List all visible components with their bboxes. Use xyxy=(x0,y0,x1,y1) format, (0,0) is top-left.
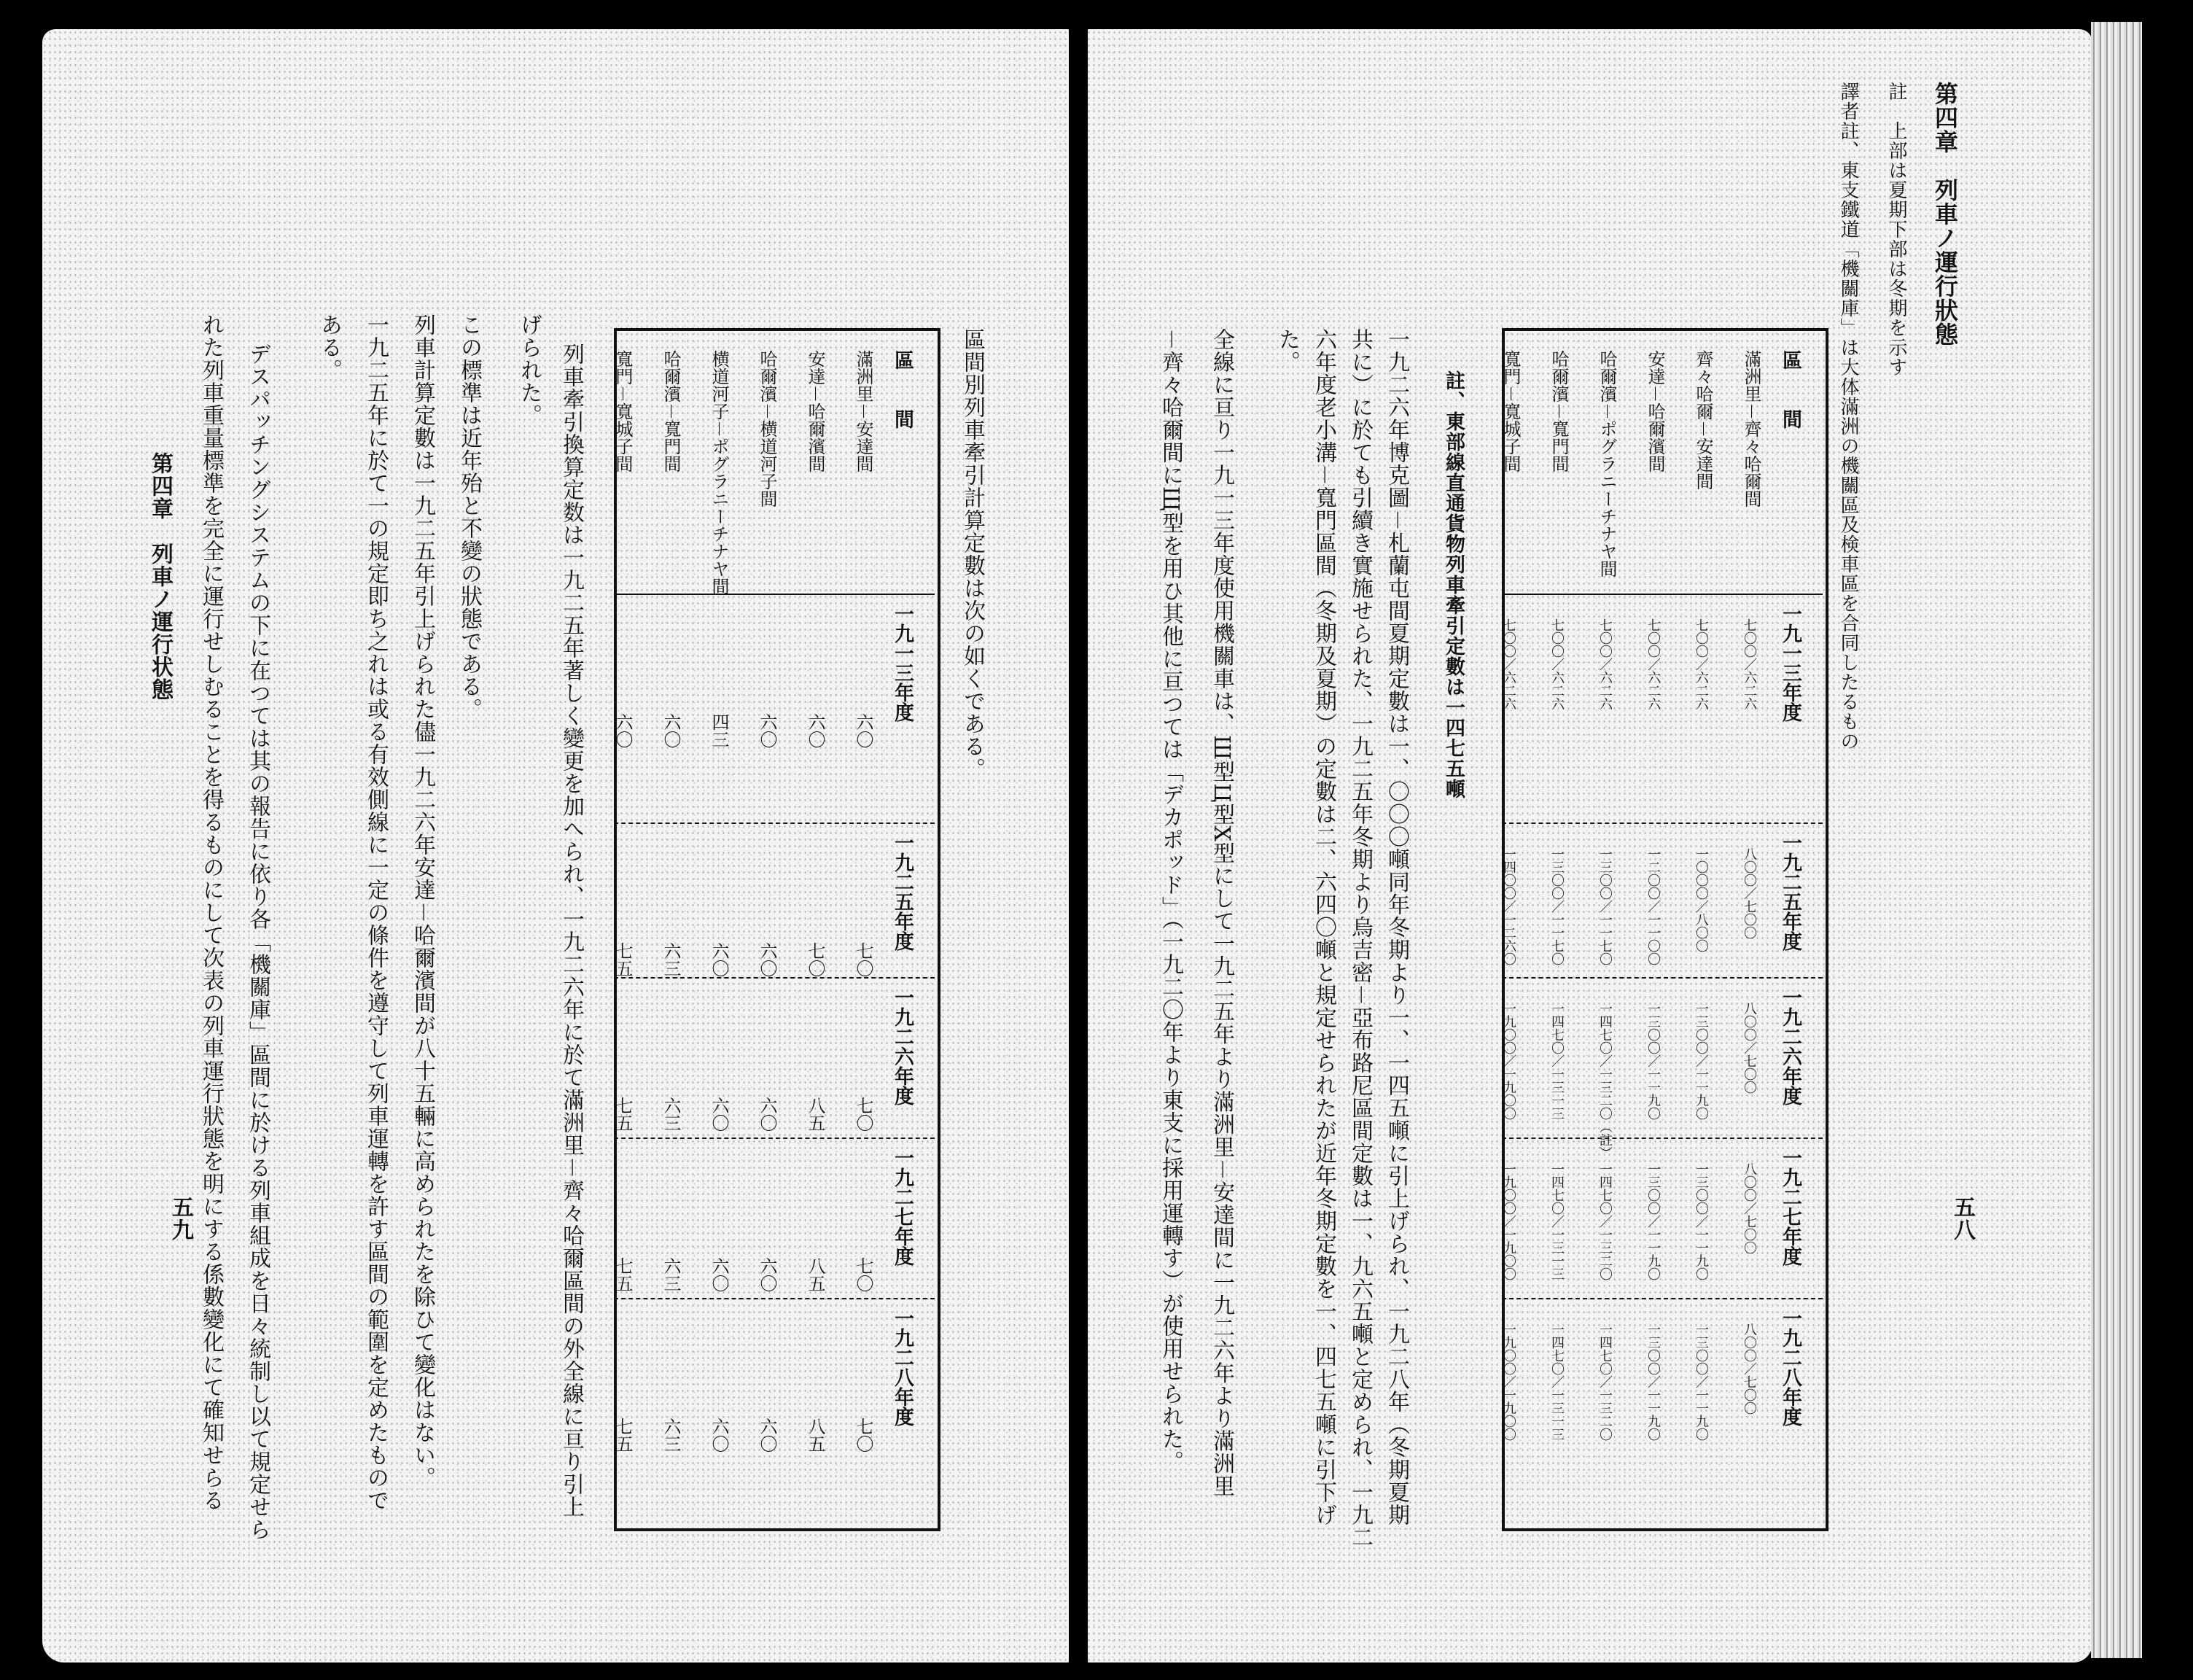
table-cell-value: 六〇 xyxy=(709,1097,729,1132)
body-paragraph: 列車牽引換算定数は一九二五年著しく變更を加へられ、一九二六年に於て滿洲里－齊々哈爾區間の外全線に亘り引上 xyxy=(558,343,584,1518)
table-cell-value: 一三〇〇／一一九〇 xyxy=(1694,1002,1709,1120)
table-section-name: 滿洲里－齊々哈爾間 xyxy=(1741,350,1761,508)
table-cell-value: 六〇 xyxy=(805,713,825,748)
table-header-divider xyxy=(1502,594,1823,595)
table-cell-value: 六〇 xyxy=(757,1257,777,1292)
table-section-name: 寬門－寬城子間 xyxy=(1500,350,1521,472)
table-cell-value: 一三〇〇／一一九〇 xyxy=(1645,1002,1661,1120)
table-cell-value: 一四七〇／一三一三 xyxy=(1549,1002,1565,1120)
table-section-name: 寬門－寬城子間 xyxy=(612,350,633,472)
table-cell-value: 一九〇〇／一九〇〇 xyxy=(1501,1323,1516,1441)
table-section-name: 哈爾濱－寬門間 xyxy=(661,350,681,472)
table-cell-value: 一二〇〇／一一〇〇 xyxy=(1645,847,1661,965)
table-header-row: 區 間 xyxy=(1779,350,1801,429)
table-year-header: 一九二八年度 xyxy=(891,1308,914,1426)
table-cell-value: 七〇〇／六二六 xyxy=(1742,618,1757,710)
table-cell-value: 一九〇〇／一九〇〇 xyxy=(1501,1162,1516,1280)
body-paragraph: －齊々哈爾間にЩ型を用ひ其他に亘つては「デカポッド」（一九二〇年より東支に採用運轉す）が使用せられた。 xyxy=(1158,328,1183,1474)
table-year-header: 一九二六年度 xyxy=(891,987,914,1105)
table-cell-value: 七五 xyxy=(612,1097,633,1132)
table-cell-value: 一三〇〇／一一七〇 xyxy=(1549,847,1565,965)
table-header-divider xyxy=(614,594,935,595)
table-column-divider xyxy=(1502,1138,1823,1139)
running-footer: 第四章 列車ノ運行状態 xyxy=(147,452,173,701)
body-paragraph: 共に）に於ても引續き實施せられた、一九二五年冬期より烏吉密－亞布路尼區間定數は一、九六五噸と定められ、一九二 xyxy=(1347,328,1373,1549)
table-year-header: 一九二五年度 xyxy=(891,833,914,951)
table-cell-value: 七〇〇／六二六 xyxy=(1501,618,1516,710)
table-cell-value: 一三〇〇／一一七〇 xyxy=(1597,847,1613,965)
table-column-divider xyxy=(1502,1298,1823,1299)
table-cell-value: 一三〇〇／一一九〇 xyxy=(1694,1162,1709,1280)
body-paragraph: ある。 xyxy=(316,314,342,381)
table-year-header: 一九二七年度 xyxy=(891,1148,914,1266)
table-column-divider xyxy=(1502,822,1823,824)
body-paragraph: た。 xyxy=(1274,328,1300,373)
table-cell-value: 六〇 xyxy=(709,942,729,977)
table-column-divider xyxy=(614,1138,935,1139)
table-note-seasons: 註 上部は夏期下部は冬期を示す xyxy=(1885,82,1907,377)
table-cell-value: 一三〇〇／一一九〇 xyxy=(1694,1323,1709,1441)
body-paragraph: 六年度老小溝－寬門區間（冬期及夏期）の定數は二、六四〇噸と規定せられたが近年冬期定數を一、四七五噸に引下げ xyxy=(1311,328,1336,1526)
table-cell-value: 八〇〇／七〇〇 xyxy=(1742,847,1757,939)
body-paragraph: デスパッチングシステムの下に在つては其の報告に依り各「機關庫」區間に於ける列車組成を日々統制し以て規定せら xyxy=(245,343,270,1541)
table-cell-value: 八〇〇／七〇〇 xyxy=(1742,1002,1757,1094)
table-section-name: 齊々哈爾－安達間 xyxy=(1693,350,1713,490)
table-cell-value: 一四〇〇／一二六〇 xyxy=(1501,847,1516,965)
table-cell-value: 四三 xyxy=(709,713,729,748)
table-year-header: 一九二七年度 xyxy=(1779,1148,1801,1266)
table-year-header: 一九一三年度 xyxy=(891,604,914,722)
table-cell-value: 六三 xyxy=(661,1257,681,1292)
table-cell-value: 八五 xyxy=(805,1257,825,1292)
table-cell-value: 六〇 xyxy=(757,1097,777,1132)
table-cell-value: 七〇 xyxy=(853,942,873,977)
table-year-header: 一九二六年度 xyxy=(1779,987,1801,1105)
table-cell-value: 一三〇〇／一一九〇 xyxy=(1645,1162,1661,1280)
table-cell-value: 一三〇〇／一一九〇 xyxy=(1645,1323,1661,1441)
table-cell-value: 七〇〇／六二六 xyxy=(1645,618,1661,710)
running-header: 第四章 列車ノ運行狀態 xyxy=(1931,82,1959,346)
table-cell-value: 八五 xyxy=(805,1097,825,1132)
table-cell-value: 一四七〇／一三一三 xyxy=(1549,1162,1565,1280)
table-cell-value: 六〇 xyxy=(757,1418,777,1452)
body-paragraph: れた列車重量標準を完全に運行せしむることを得るものにして次表の列車運行狀態を明にする係數變化にて確知せらる xyxy=(198,314,224,1512)
translator-note: 譯者註、東支鐵道「機關庫」は大体滿洲の機關區及検車區を合同したるもの xyxy=(1837,82,1859,751)
table-column-divider xyxy=(1502,977,1823,979)
page-stack-edge xyxy=(2091,22,2142,1658)
table-year-header: 一九一三年度 xyxy=(1779,604,1801,722)
table-cell-value: 七〇 xyxy=(853,1418,873,1452)
table-caption: 註、東部線直通貨物列車牽引定數は一四七五噸 xyxy=(1442,370,1465,799)
body-paragraph: 列車計算定數は一九二五年引上げられた儘一九二六年安達－哈爾濱間が八十五輛に高められたを除ひて變化はない。 xyxy=(410,314,435,1489)
table-cell-value: 六三 xyxy=(661,1418,681,1452)
table-cell-value: 七五 xyxy=(612,942,633,977)
table-section-name: 哈爾濱－寬門間 xyxy=(1549,350,1569,472)
table-column-divider xyxy=(614,822,935,824)
table-cell-value: 七五 xyxy=(612,1418,633,1452)
table-section-name: 哈爾濱－横道河子間 xyxy=(757,350,777,508)
table-cell-value: 七〇〇／六二六 xyxy=(1549,618,1565,710)
table-cell-value: 六三 xyxy=(661,1097,681,1132)
table-cell-value: 七〇 xyxy=(805,942,825,977)
table-column-divider xyxy=(614,977,935,979)
table-section-name: 滿洲里－安達間 xyxy=(853,350,873,472)
table-cell-value: 六〇 xyxy=(853,713,873,748)
table-cell-value: 七〇〇／六二六 xyxy=(1694,618,1709,710)
table-caption: 區間別列車牽引計算定數は次の如くである。 xyxy=(959,328,985,780)
book-gutter xyxy=(1069,22,1088,1662)
page-number: 五九 xyxy=(168,1196,193,1241)
body-paragraph: 一九二六年博克圖－札蘭屯間夏期定數は一、〇〇〇噸同年冬期より一、一四五噸に引上げられ、一九二八年（冬期夏期 xyxy=(1384,328,1409,1526)
table-year-header: 一九二八年度 xyxy=(1779,1308,1801,1426)
body-paragraph: この標準は近年殆と不變の狀態である。 xyxy=(456,314,482,720)
table-cell-value: 六〇 xyxy=(757,713,777,748)
body-paragraph: 全線に亘り一九一三年度使用機關車は、Ш型Ц型Х型にして一九二五年より滿洲里－安達間に一九二六年より滿洲里 xyxy=(1209,328,1234,1498)
table-cell-value: 一四七〇／一三二〇 xyxy=(1597,1323,1613,1441)
table-cell-value: 六〇 xyxy=(757,942,777,977)
table-cell-value: 七〇〇／六二六 xyxy=(1597,618,1613,710)
table-cell-value: 六〇 xyxy=(709,1257,729,1292)
table-cell-value: 八〇〇／七〇〇 xyxy=(1742,1323,1757,1415)
table-cell-value: 八〇〇／七〇〇 xyxy=(1742,1162,1757,1254)
table-section-name: 安達－哈爾濱間 xyxy=(805,350,825,472)
table-cell-value: 一四七〇／一三二〇（註） xyxy=(1597,1002,1613,1159)
table-year-header: 一九二五年度 xyxy=(1779,833,1801,951)
table-cell-value: 六〇 xyxy=(612,713,633,748)
table-cell-value: 七五 xyxy=(612,1257,633,1292)
table-cell-value: 一四七〇／一三一三 xyxy=(1549,1323,1565,1441)
table-section-name: 安達－哈爾濱間 xyxy=(1645,350,1665,472)
table-cell-value: 八五 xyxy=(805,1418,825,1452)
table-cell-value: 六〇 xyxy=(709,1418,729,1452)
page-number: 五八 xyxy=(1949,1196,1975,1241)
table-section-name: 横道河子－ポグラニーチナヤ間 xyxy=(709,350,729,595)
table-section-name: 哈爾濱－ポグラニーチナヤ間 xyxy=(1597,350,1617,578)
table-header-row: 區 間 xyxy=(891,350,914,429)
table-cell-value: 一〇〇〇／八〇〇 xyxy=(1694,847,1709,952)
body-paragraph: げられた。 xyxy=(516,314,542,427)
table-column-divider xyxy=(614,1298,935,1299)
table-cell-value: 六三 xyxy=(661,942,681,977)
table-cell-value: 六〇 xyxy=(661,713,681,748)
body-paragraph: 一九二五年に於て一の規定即ち之れは或る有效側線に一定の條件を遵守して列車運轉を許す區間の範圍を定めたもので xyxy=(363,314,389,1512)
table-cell-value: 一九〇〇／一九〇〇 xyxy=(1501,1002,1516,1120)
table-cell-value: 七〇 xyxy=(853,1097,873,1132)
table-cell-value: 七〇 xyxy=(853,1257,873,1292)
table-cell-value: 一四七〇／一三二〇 xyxy=(1597,1162,1613,1280)
